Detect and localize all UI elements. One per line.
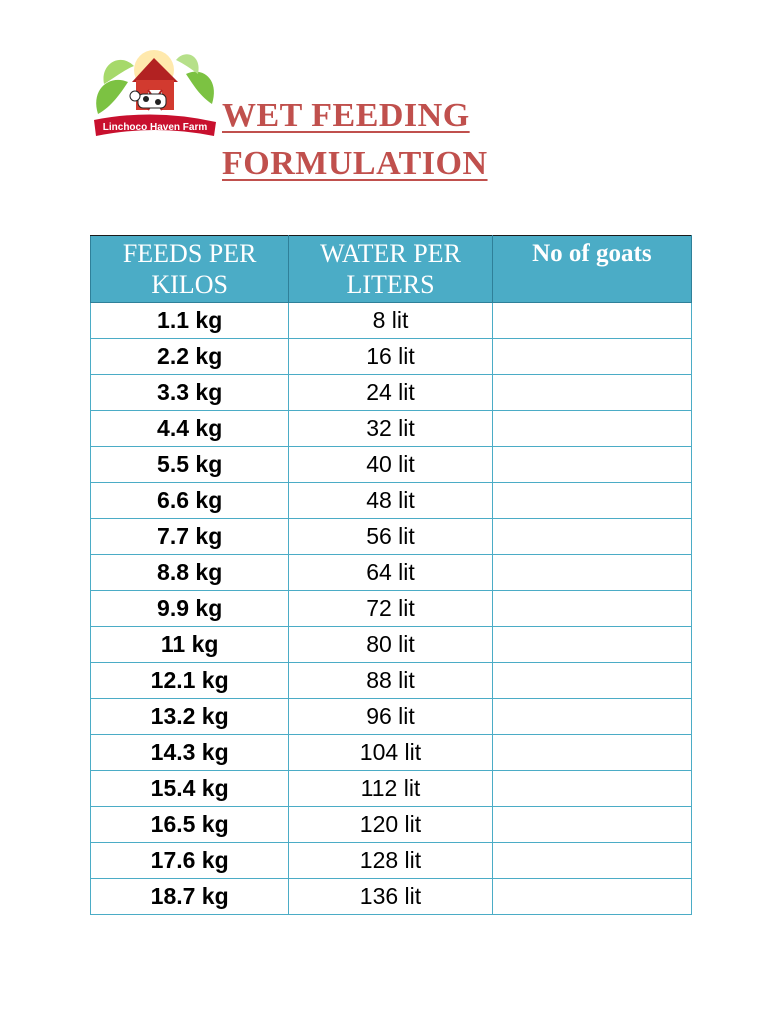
leaf-left [96,80,128,114]
water-cell: 80 lit [289,627,492,663]
goats-cell [492,879,691,915]
page-title [222,92,488,188]
table-row [91,555,692,591]
feeds-cell: 15.4 kg [91,771,289,807]
logo-banner-text: Linchoco Haven Farm [102,122,208,133]
table-row [91,843,692,879]
goats-cell [492,627,691,663]
table-row [91,447,692,483]
table-row [91,483,692,519]
water-cell: 120 lit [289,807,492,843]
header-water: WATER PER LITERS [289,236,492,303]
goats-cell [492,519,691,555]
goats-cell [492,339,691,375]
water-cell: 48 lit [289,483,492,519]
leaf-right [186,72,214,104]
goats-cell [492,447,691,483]
water-cell: 32 lit [289,411,492,447]
header-feeds: FEEDS PER KILOS [91,236,289,303]
water-cell: 16 lit [289,339,492,375]
table-row [91,591,692,627]
goats-cell [492,303,691,339]
table-row [91,375,692,411]
water-cell: 8 lit [289,303,492,339]
feeds-cell: 4.4 kg [91,411,289,447]
table-row [91,699,692,735]
feeds-cell: 3.3 kg [91,375,289,411]
table-row [91,519,692,555]
feeds-cell: 13.2 kg [91,699,289,735]
water-cell: 96 lit [289,699,492,735]
table-row [91,411,692,447]
feeds-cell: 18.7 kg [91,879,289,915]
title-line-2: FORMULATION [222,145,488,182]
water-cell: 88 lit [289,663,492,699]
goats-cell [492,843,691,879]
cow [138,94,166,108]
goats-cell [492,807,691,843]
feeds-cell: 7.7 kg [91,519,289,555]
goats-cell [492,699,691,735]
feeds-cell: 12.1 kg [91,663,289,699]
water-cell: 72 lit [289,591,492,627]
header-row [91,236,692,303]
water-cell: 24 lit [289,375,492,411]
table-row [91,303,692,339]
table-row [91,735,692,771]
feeds-cell: 8.8 kg [91,555,289,591]
goats-cell [492,591,691,627]
feeds-cell: 2.2 kg [91,339,289,375]
water-cell: 64 lit [289,555,492,591]
farm-logo [90,44,220,144]
water-cell: 40 lit [289,447,492,483]
goats-cell [492,735,691,771]
feeds-cell: 11 kg [91,627,289,663]
table-row [91,663,692,699]
feeds-cell: 17.6 kg [91,843,289,879]
feeds-cell: 9.9 kg [91,591,289,627]
goats-cell [492,483,691,519]
water-cell: 136 lit [289,879,492,915]
goats-cell [492,375,691,411]
table-row [91,807,692,843]
table-row [91,771,692,807]
goats-cell [492,771,691,807]
feeds-cell: 6.6 kg [91,483,289,519]
table-row [91,627,692,663]
table-row [91,879,692,915]
feeds-cell: 14.3 kg [91,735,289,771]
water-cell: 112 lit [289,771,492,807]
table-row [91,339,692,375]
water-cell: 56 lit [289,519,492,555]
water-cell: 104 lit [289,735,492,771]
feeding-table [90,235,692,915]
goats-cell [492,663,691,699]
leaf-right-2 [176,54,199,74]
header-goats: No of goats [492,236,691,303]
goats-cell [492,411,691,447]
title-line-1: WET FEEDING [222,97,470,134]
water-cell: 128 lit [289,843,492,879]
feeds-cell: 16.5 kg [91,807,289,843]
goats-cell [492,555,691,591]
feeds-cell: 1.1 kg [91,303,289,339]
feeds-cell: 5.5 kg [91,447,289,483]
